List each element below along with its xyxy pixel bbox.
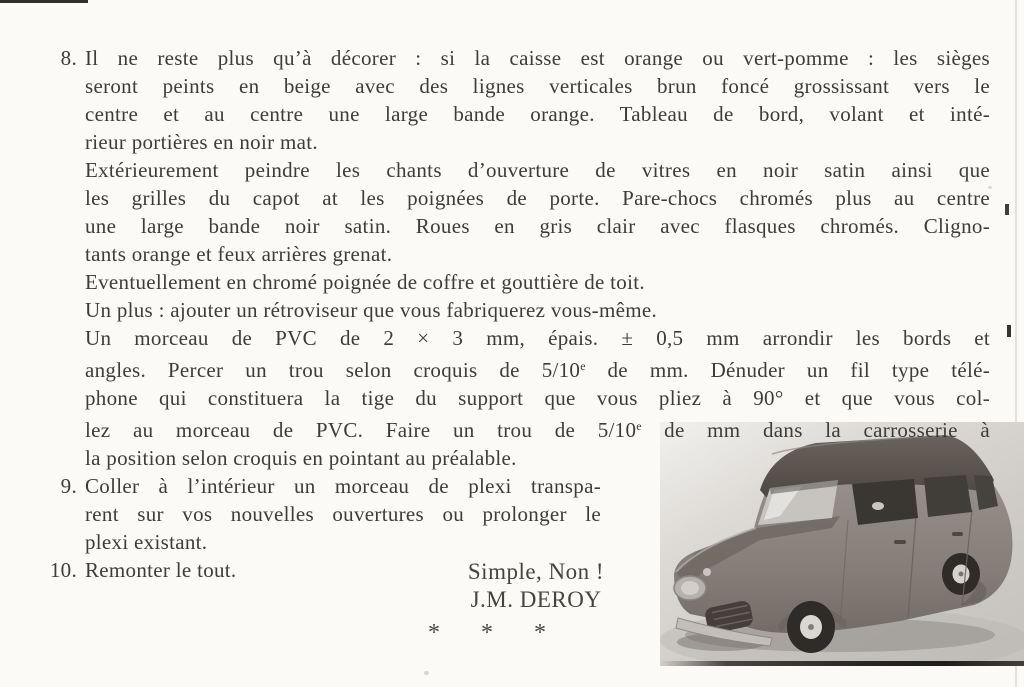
scan-edge-mark <box>1005 204 1009 215</box>
text-line: plexi existant. <box>85 530 208 554</box>
text-line: Coller à l’intérieur un morceau de plexi transpa- <box>85 474 601 498</box>
text-line: une large bande noir satin. Roues en gris clair avec flasques chromés. Cligno- <box>85 214 990 238</box>
text-line: Il ne reste plus qu’à décorer : si la caisse est orange ou vert-pomme : les sièges <box>85 46 990 70</box>
asterisk: * <box>534 620 546 646</box>
text-line: tants orange et feux arrières grenat. <box>85 242 393 266</box>
item-number: 9. <box>60 474 77 498</box>
item-text <box>85 472 601 556</box>
text-line <box>85 412 990 444</box>
text-segment: de mm. Dénuder un fil type télé- <box>585 358 990 382</box>
item-number: 10. <box>49 558 77 582</box>
text-line: la position selon croquis en pointant au préalable. <box>85 446 517 470</box>
text-line: rieur portières en noir mat. <box>85 130 318 154</box>
text-segment: angles. Percer un trou selon croquis de 5/10 <box>85 358 581 382</box>
scan-edge-top-line <box>0 0 88 3</box>
asterisk: * <box>481 620 493 646</box>
text-line: les grilles du capot at les poignées de porte. Pare-chocs chromés plus au centre <box>85 186 990 210</box>
text-line: Un plus : ajouter un rétroviseur que vous fabriquerez vous-même. <box>85 298 658 322</box>
text-segment: lez au morceau de PVC. Faire un trou de 5/10 <box>85 418 637 442</box>
asterisk-separator <box>428 620 546 647</box>
instructions-list <box>36 44 990 584</box>
text-line: centre et au centre une large bande orange. Tableau de bord, volant et inté- <box>85 102 990 126</box>
asterisk: * <box>428 620 440 646</box>
signature-author: J.M. DEROY <box>470 587 602 612</box>
text-line <box>85 352 990 384</box>
text-line: Remonter le tout. <box>85 558 237 582</box>
superscript-e: e <box>636 419 642 433</box>
item-number: 8. <box>60 46 77 70</box>
item-text <box>85 44 990 472</box>
text-line: Un morceau de PVC de 2 × 3 mm, épais. ± 0,5 mm arrondir les bords et <box>85 326 990 350</box>
scan-edge-mark <box>1007 325 1011 337</box>
text-line: Eventuellement en chromé poignée de coffre et gouttière de toit. <box>85 270 645 294</box>
photo-bottom-edge <box>660 661 1024 666</box>
text-line: Extérieurement peindre les chants d’ouverture de vitres en noir satin ainsi que <box>85 158 990 182</box>
superscript-e: e <box>580 359 586 373</box>
scan-dust-speck <box>424 671 429 675</box>
text-line: phone qui constituera la tige du support que vous pliez à 90° et que vous col- <box>85 386 990 410</box>
text-line: seront peints en beige avec des lignes verticales brun foncé grossissant vers le <box>85 74 990 98</box>
list-item-8 <box>36 44 990 472</box>
text-line: rent sur vos nouvelles ouvertures ou prolonger le <box>85 502 601 526</box>
list-item-9 <box>36 472 990 556</box>
signature-phrase: Simple, Non ! <box>467 559 605 584</box>
signature-block <box>396 558 676 614</box>
text-segment: de mm dans la carrosserie à <box>641 418 990 442</box>
